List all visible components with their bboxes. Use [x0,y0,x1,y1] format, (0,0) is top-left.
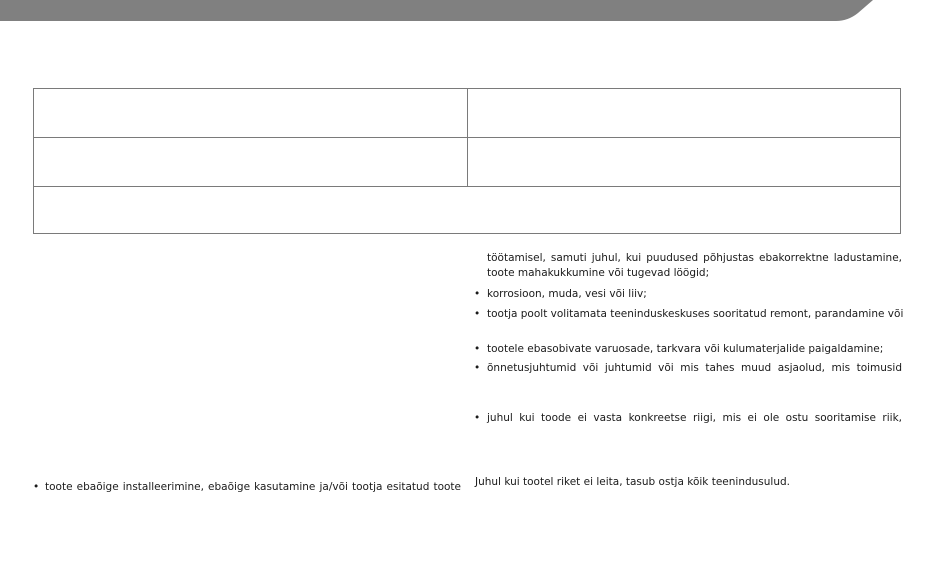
table-row-divider [34,186,900,187]
list-item [474,306,902,322]
list-item-text: tootele ebasobivate varuosade, tarkvara või kulumaterjalide paigaldamine; [487,343,884,355]
list-item-text: toote ebaõige installeerimine, ebaõige kasutamine ja/või tootja esitatud toote [45,481,461,493]
table-cell [474,95,894,131]
bullet-icon: • [33,481,40,493]
list-item [474,286,902,302]
list-item-text: korrosioon, muda, vesi või liiv; [487,288,647,300]
bullet-icon: • [474,412,481,424]
list-item [33,479,463,495]
table-column-divider [467,89,468,186]
list-item [474,360,902,376]
bullet-icon: • [474,308,481,320]
top-banner [0,0,950,22]
paragraph-line: töötamisel, samuti juhul, kui puudused põhjustas ebakorrektne ladustamine, [487,252,902,264]
bullet-icon: • [474,288,481,300]
table-cell [40,143,460,179]
list-item-text: juhul kui toode ei vasta konkreetse riigi, mis ei ole ostu sooritamise riik, [487,412,902,424]
list-item-text: õnnetusjuhtumid või juhtumid või mis tahes muud asjaolud, mis toimusid [487,362,902,374]
note-text: Juhul kui tootel riket ei leita, tasub ostja kõik teenindusulud. [475,476,790,488]
paragraph-line: toote mahakukkumine või tugevad löögid; [487,267,710,279]
form-table [33,88,901,234]
table-cell [40,95,460,131]
list-item [474,410,902,426]
list-item-text: tootja poolt volitamata teeninduskeskuses sooritatud remont, parandamine või [487,308,904,320]
table-cell [40,192,896,228]
bullet-icon: • [474,362,481,374]
list-item [474,341,902,357]
table-cell [474,143,894,179]
bullet-icon: • [474,343,481,355]
